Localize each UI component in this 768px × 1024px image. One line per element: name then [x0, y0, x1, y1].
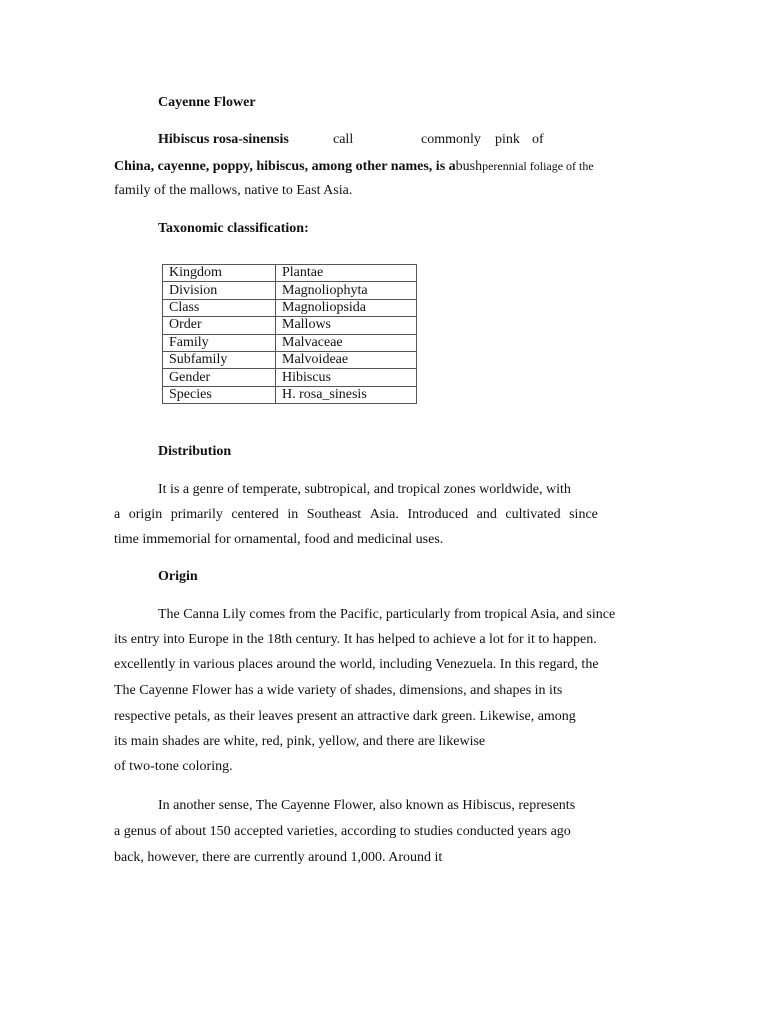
- table-row: [163, 317, 417, 334]
- word: since: [569, 507, 598, 522]
- taxonomy-heading: Taxonomic classification:: [158, 221, 309, 236]
- table-cell-value: Plantae: [276, 265, 417, 282]
- intro-word: pink: [495, 132, 520, 147]
- table-cell-rank: Gender: [163, 369, 276, 386]
- intro-word: call: [333, 132, 354, 147]
- origin-line: respective petals, as their leaves present an attractive dark green. Likewise, among: [114, 709, 576, 724]
- intro-small-text: perennial foliage of the: [482, 159, 594, 173]
- origin-line: The Canna Lily comes from the Pacific, particularly from tropical Asia, and since: [158, 607, 616, 622]
- table-row: [163, 351, 417, 368]
- word: primarily: [170, 507, 223, 522]
- word: Asia.: [369, 507, 399, 522]
- table-row: [163, 265, 417, 282]
- distribution-line: [114, 506, 598, 524]
- intro-bush: bush: [455, 159, 483, 174]
- distribution-line: It is a genre of temperate, subtropical, and tropical zones worldwide, with: [158, 482, 571, 497]
- table-row: [163, 282, 417, 299]
- word: centered: [231, 507, 279, 522]
- common-names: China, cayenne, poppy, hibiscus, among other names, is: [114, 159, 446, 174]
- table-cell-value: Malvaceae: [276, 334, 417, 351]
- table-cell-value: Magnoliophyta: [276, 282, 417, 299]
- table-cell-rank: Order: [163, 317, 276, 334]
- origin-line: its main shades are white, red, pink, yellow, and there are likewise: [114, 734, 486, 749]
- table-cell-value: Hibiscus: [276, 369, 417, 386]
- intro-word: commonly: [421, 132, 481, 147]
- word: Southeast: [306, 507, 362, 522]
- intro-line-2: [114, 157, 594, 176]
- scientific-name: Hibiscus rosa-sinensis: [158, 132, 289, 147]
- distribution-line: time immemorial for ornamental, food and medicinal uses.: [114, 532, 444, 547]
- word: origin: [128, 507, 163, 522]
- table-cell-rank: Species: [163, 386, 276, 403]
- table-cell-rank: Kingdom: [163, 265, 276, 282]
- another-line: back, however, there are currently around 1,000. Around it: [114, 850, 443, 865]
- table-cell-rank: Division: [163, 282, 276, 299]
- word: in: [287, 507, 299, 522]
- table-cell-rank: Class: [163, 299, 276, 316]
- word: a: [114, 507, 121, 522]
- intro-word: of: [532, 132, 544, 147]
- document-title: Cayenne Flower: [158, 95, 256, 110]
- intro-line-3: family of the mallows, native to East Asia.: [114, 183, 353, 198]
- table-cell-value: Malvoideae: [276, 351, 417, 368]
- origin-line: of two-tone coloring.: [114, 759, 233, 774]
- intro-article: a: [445, 159, 456, 174]
- distribution-heading: Distribution: [158, 444, 232, 459]
- table-row: [163, 386, 417, 403]
- table-row: [163, 369, 417, 386]
- origin-line: The Cayenne Flower has a wide variety of shades, dimensions, and shapes in its: [114, 683, 563, 698]
- origin-line: excellently in various places around the world, including Venezuela. In this regard, the: [114, 657, 599, 672]
- table-row: [163, 334, 417, 351]
- origin-line: its entry into Europe in the 18th century. It has helped to achieve a lot for it to happen.: [114, 632, 597, 647]
- intro-line-1: [158, 131, 548, 149]
- another-line: a genus of about 150 accepted varieties, according to studies conducted years ago: [114, 824, 571, 839]
- table-row: [163, 299, 417, 316]
- table-cell-value: H. rosa_sinesis: [276, 386, 417, 403]
- word: Introduced: [407, 507, 469, 522]
- table-cell-rank: Subfamily: [163, 351, 276, 368]
- origin-heading: Origin: [158, 569, 198, 584]
- taxonomy-table: [162, 264, 417, 404]
- table-cell-rank: Family: [163, 334, 276, 351]
- word: cultivated: [505, 507, 561, 522]
- word: and: [476, 507, 497, 522]
- another-line: In another sense, The Cayenne Flower, also known as Hibiscus, represents: [158, 798, 576, 813]
- table-cell-value: Mallows: [276, 317, 417, 334]
- table-cell-value: Magnoliopsida: [276, 299, 417, 316]
